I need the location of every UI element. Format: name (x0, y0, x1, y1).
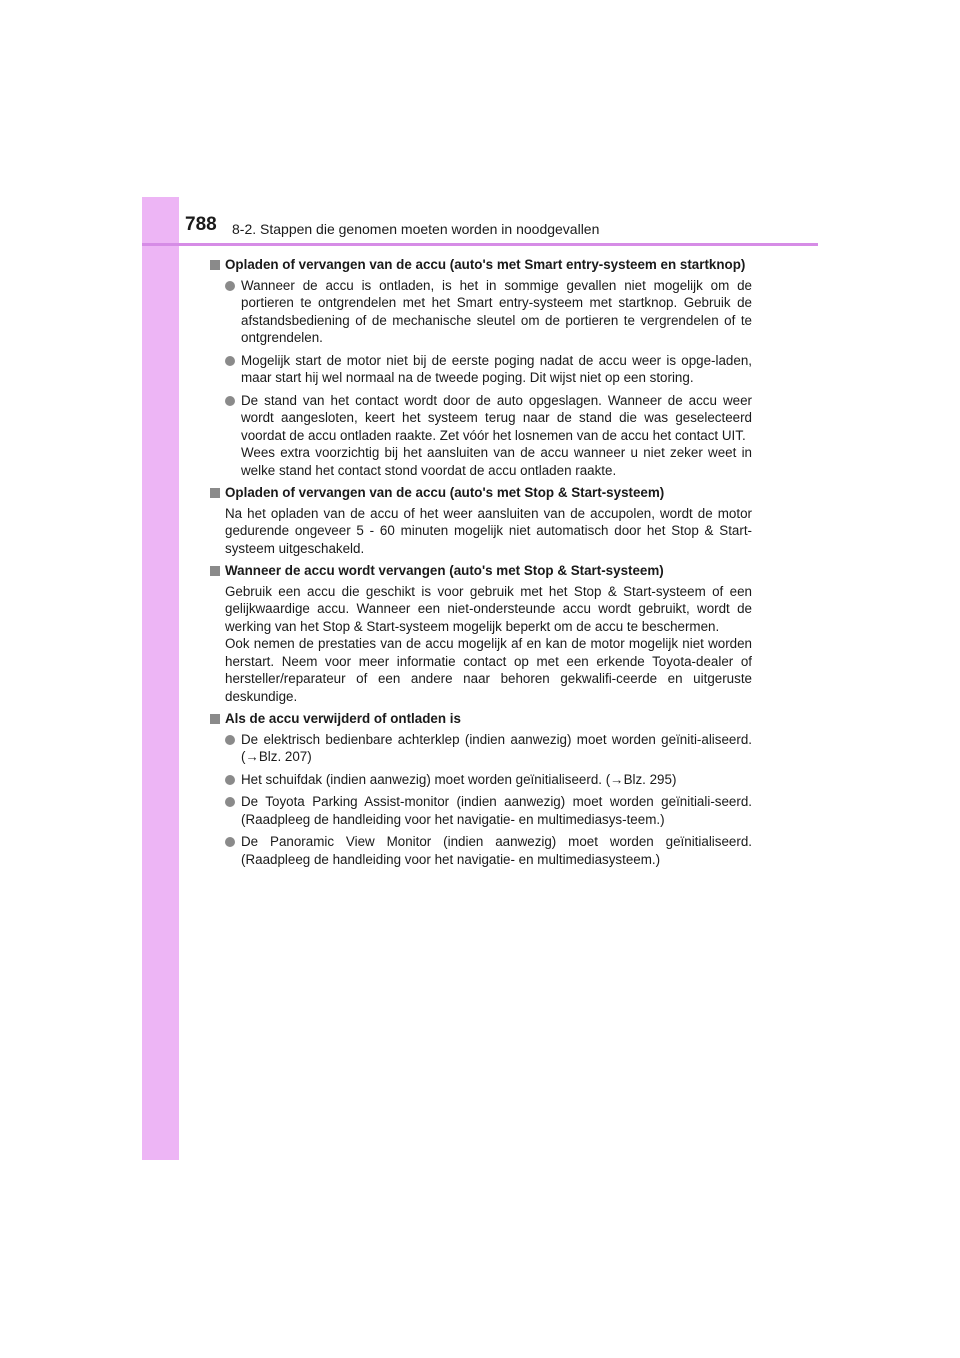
list-item: De elektrisch bedienbare achterklep (indien aanwezig) moet worden geïniti-aliseerd. (→Blz. 207) (210, 731, 752, 766)
header-rule (142, 243, 818, 246)
section-heading: Opladen of vervangen van de accu (auto's met Stop & Start-systeem) (210, 484, 752, 502)
section-heading: Wanneer de accu wordt vervangen (auto's met Stop & Start-systeem) (210, 562, 752, 580)
circle-bullet-icon (225, 797, 235, 807)
section-heading: Als de accu verwijderd of ontladen is (210, 710, 752, 728)
square-bullet-icon (210, 488, 220, 498)
paragraph: Gebruik een accu die geschikt is voor gebruik met het Stop & Start-systeem of een gelijkwaardige accu. Wanneer een niet-ondersteunde accu wordt gebruikt, wordt de werking van het Stop & Start-systeem mogelijk beperkt om de accu te beschermen. Ook nemen de prestaties van de accu mogelijk af en kan de motor mogelijk niet worden herstart. Neem voor meer informatie contact op met een erkende Toyota-dealer of hersteller/reparateur of een andere naar behoren gekwalifi-ceerde en uitgeruste deskundige. (225, 583, 752, 704)
circle-bullet-icon (225, 775, 235, 785)
circle-bullet-icon (225, 281, 235, 291)
list-item: De Panoramic View Monitor (indien aanwezig) moet worden geïnitialiseerd. (Raadpleeg de handleiding voor het navigatie- en multimediasysteem.) (210, 833, 752, 868)
circle-bullet-icon (225, 356, 235, 366)
page-content (210, 256, 752, 873)
section-heading: Opladen of vervangen van de accu (auto's met Smart entry-systeem en startknop) (210, 256, 752, 274)
list-item: Het schuifdak (indien aanwezig) moet worden geïnitialiseerd. (→Blz. 295) (210, 771, 752, 789)
list-item: De stand van het contact wordt door de auto opgeslagen. Wanneer de accu weer wordt aangesloten, keert het systeem terug naar de stand die was geselecteerd voordat de accu ontladen raakte. Zet vóór het losnemen van de accu het contact UIT. Wees extra voorzichtig bij het aansluiten van de accu wanneer u niet zeker weet in welke stand het contact stond voordat de accu ontladen raakte. (210, 392, 752, 480)
circle-bullet-icon (225, 396, 235, 406)
paragraph: Na het opladen van de accu of het weer aansluiten van de accupolen, wordt de motor gedurende ongeveer 5 - 60 minuten mogelijk niet automatisch door het Stop & Start-systeem uitgeschakeld. (225, 505, 752, 556)
list-item: Mogelijk start de motor niet bij de eerste poging nadat de accu weer is opge-laden, maar start hij wel normaal na de tweede poging. Dit wijst niet op een storing. (210, 352, 752, 387)
page-number: 788 (185, 214, 217, 235)
section-title: 8-2. Stappen die genomen moeten worden in noodgevallen (232, 221, 600, 237)
circle-bullet-icon (225, 735, 235, 745)
side-tab-strip (142, 197, 179, 1160)
list-item: De Toyota Parking Assist-monitor (indien aanwezig) moet worden geïnitiali-seerd. (Raadpleeg de handleiding voor het navigatie- en multimediasys-teem.) (210, 793, 752, 828)
square-bullet-icon (210, 714, 220, 724)
list-item: Wanneer de accu is ontladen, is het in sommige gevallen niet mogelijk om de portieren te ontgrendelen met het Smart entry-systeem met startknop. Gebruik de afstandsbediening of de mechanische sleutel om de portieren te vergrendelen of te ontgrendelen. (210, 277, 752, 347)
square-bullet-icon (210, 260, 220, 270)
circle-bullet-icon (225, 837, 235, 847)
square-bullet-icon (210, 566, 220, 576)
